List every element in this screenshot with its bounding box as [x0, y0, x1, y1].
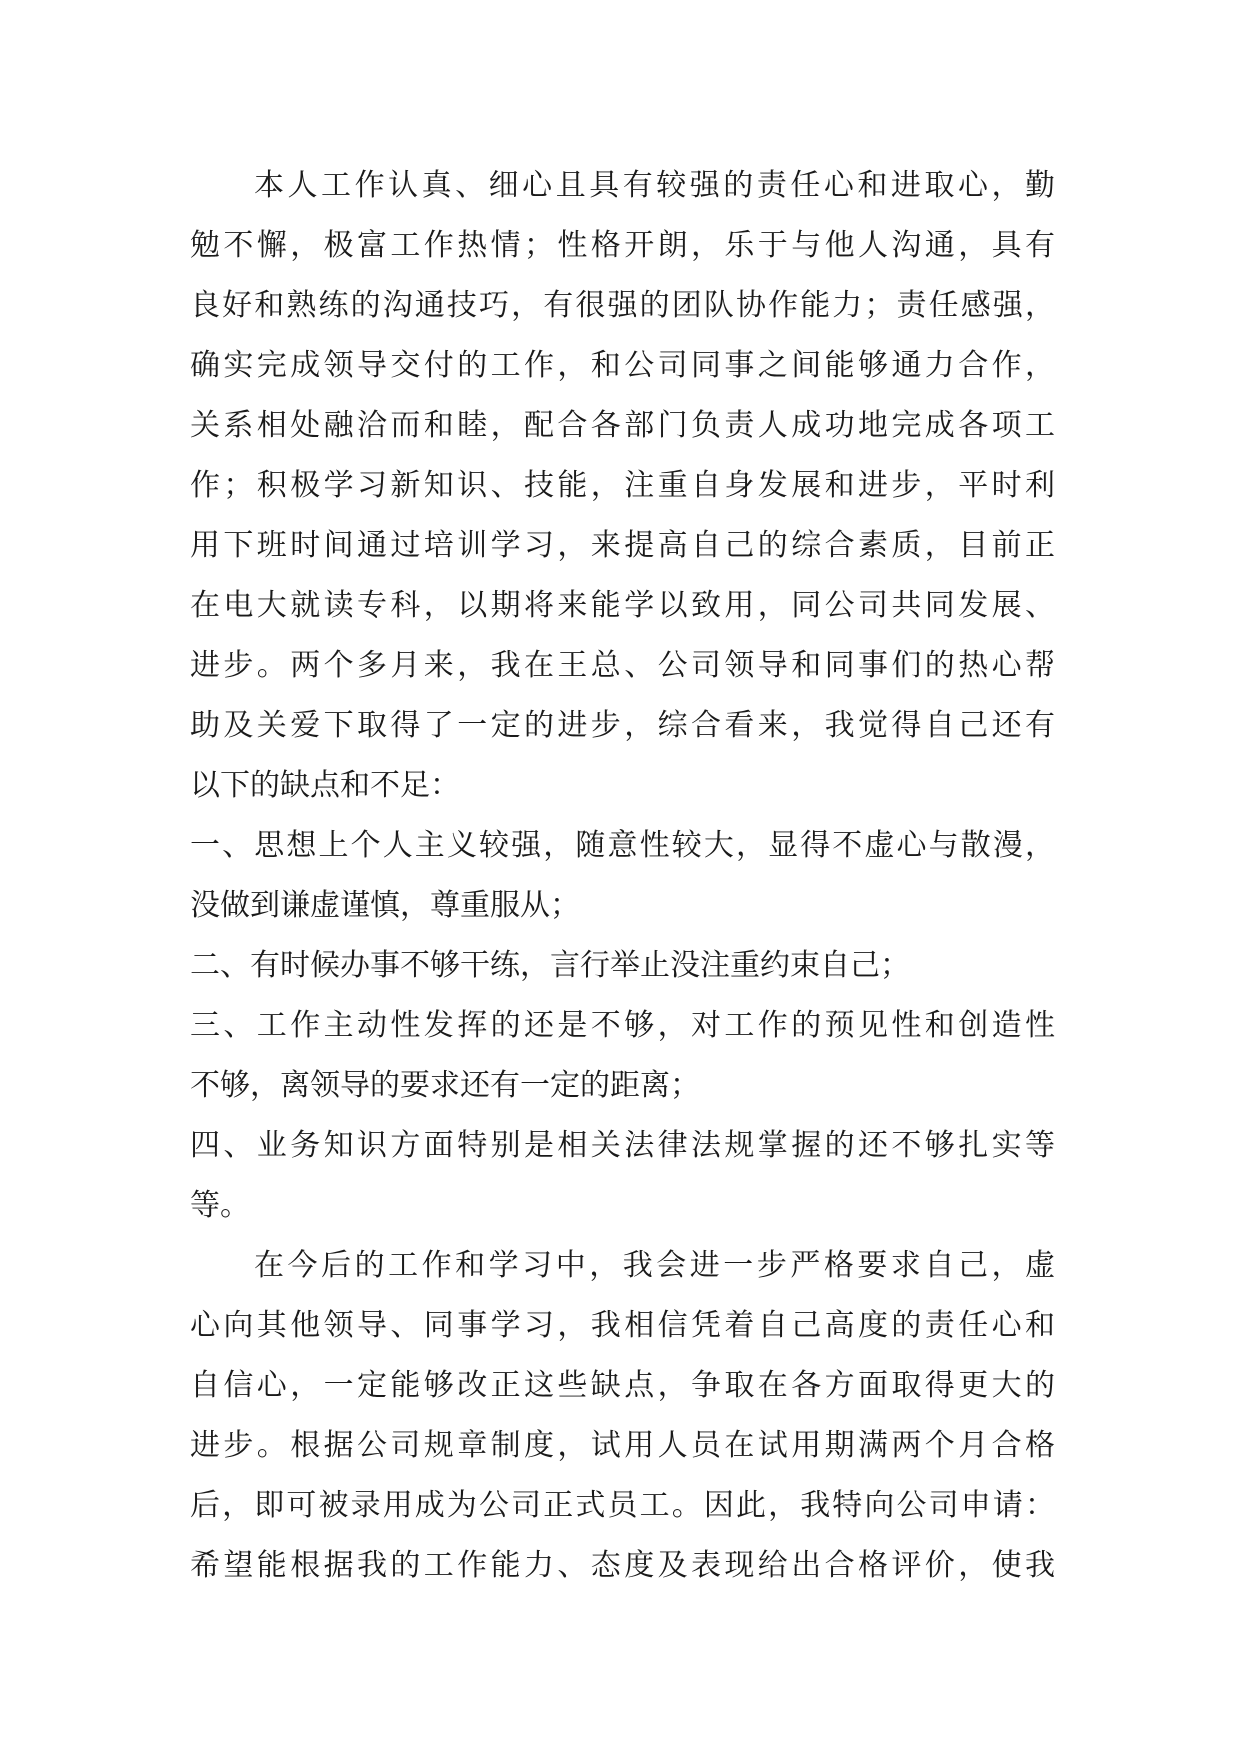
paragraph-line: 确实完成领导交付的工作，和公司同事之间能够通力合作，: [190, 348, 1055, 383]
paragraph-line: 作；积极学习新知识、技能，注重自身发展和进步，平时利: [190, 468, 1055, 503]
paragraph-line: 用下班时间通过培训学习，来提高自己的综合素质，目前正: [190, 528, 1055, 563]
list-item-line: 不够，离领导的要求还有一定的距离；: [190, 1068, 700, 1103]
paragraph-line: 希望能根据我的工作能力、态度及表现给出合格评价，使我: [190, 1548, 1055, 1583]
paragraph-line: 本人工作认真、细心且具有较强的责任心和进取心，勤: [254, 168, 1055, 203]
paragraph-line: 关系相处融洽而和睦，配合各部门负责人成功地完成各项工: [190, 408, 1055, 443]
paragraph-line: 勉不懈，极富工作热情；性格开朗，乐于与他人沟通，具有: [190, 228, 1055, 263]
list-item-line: 一、思想上个人主义较强，随意性较大，显得不虚心与散漫，: [190, 828, 1055, 863]
list-item-line: 二、有时候办事不够干练，言行举止没注重约束自己；: [190, 948, 910, 983]
paragraph-line: 以下的缺点和不足：: [190, 768, 460, 803]
paragraph-line: 进步。根据公司规章制度，试用人员在试用期满两个月合格: [190, 1428, 1055, 1463]
list-item-line: 没做到谦虚谨慎，尊重服从；: [190, 888, 580, 923]
document-body: [190, 156, 1055, 1596]
paragraph-line: 助及关爱下取得了一定的进步，综合看来，我觉得自己还有: [190, 708, 1055, 743]
list-item-line: 等。: [190, 1188, 250, 1223]
list-item-line: 四、业务知识方面特别是相关法律法规掌握的还不够扎实等: [190, 1128, 1055, 1163]
paragraph-line: 在电大就读专科，以期将来能学以致用，同公司共同发展、: [190, 588, 1055, 623]
paragraph-line: 心向其他领导、同事学习，我相信凭着自己高度的责任心和: [190, 1308, 1055, 1343]
paragraph-line: 后，即可被录用成为公司正式员工。因此，我特向公司申请：: [190, 1488, 1055, 1523]
paragraph-line: 良好和熟练的沟通技巧，有很强的团队协作能力；责任感强，: [190, 288, 1055, 323]
paragraph-line: 自信心，一定能够改正这些缺点，争取在各方面取得更大的: [190, 1368, 1055, 1403]
paragraph-line: 进步。两个多月来，我在王总、公司领导和同事们的热心帮: [190, 648, 1055, 683]
list-item-line: 三、工作主动性发挥的还是不够，对工作的预见性和创造性: [190, 1008, 1055, 1043]
paragraph-line: 在今后的工作和学习中，我会进一步严格要求自己，虚: [254, 1248, 1055, 1283]
